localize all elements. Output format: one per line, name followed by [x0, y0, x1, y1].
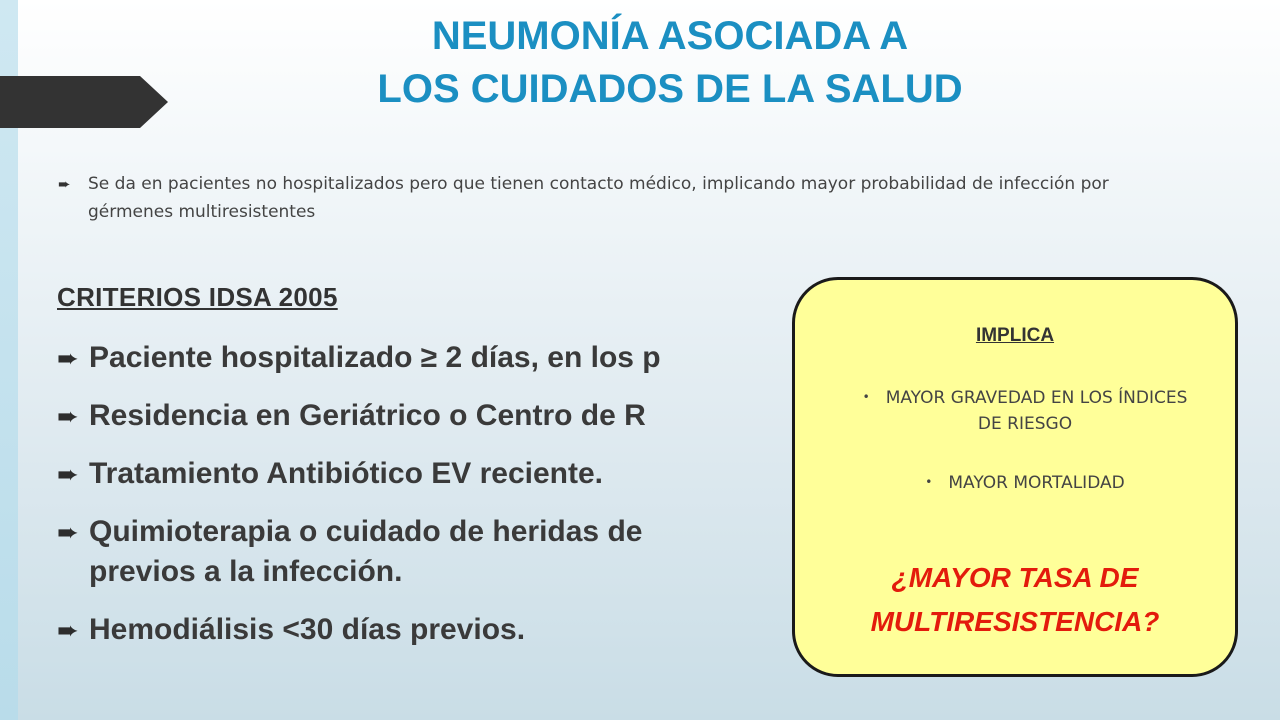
title-line-2: LOS CUIDADOS DE LA SALUD: [377, 67, 963, 111]
criteria-text-line-2: previos a la infección.: [89, 555, 403, 588]
arrow-bullet-icon: ➨: [57, 401, 79, 431]
bullet-dot-icon: •: [862, 390, 870, 404]
question-line-1: ¿MAYOR TASA DE: [891, 562, 1139, 593]
title-line-1: NEUMONÍA ASOCIADA A: [431, 14, 909, 58]
criteria-list: [57, 338, 857, 668]
question-line-2: MULTIRESISTENCIA?: [870, 606, 1160, 637]
bullet-dot-icon: •: [925, 475, 933, 489]
criteria-text: Tratamiento Antibiótico EV reciente.: [89, 457, 603, 490]
callout-item: [855, 384, 1195, 437]
slide-title: [0, 10, 1280, 116]
intro-text: Se da en pacientes no hospitalizados pero que tienen contacto médico, implicando mayor probabilidad de infección por gérmenes multiresistentes: [88, 174, 1109, 222]
criteria-item: [57, 512, 857, 592]
intro-paragraph: [58, 170, 1168, 226]
criteria-item: [57, 454, 857, 494]
callout-item: [855, 469, 1195, 496]
arrow-bullet-icon: ➨: [57, 343, 79, 373]
callout-question: [815, 556, 1215, 644]
criteria-item: [57, 338, 857, 378]
arrow-bullet-icon: ➨: [57, 517, 79, 547]
criteria-text: Residencia en Geriátrico o Centro de R: [89, 399, 646, 432]
implica-callout-box: [792, 277, 1238, 677]
arrow-bullet-icon: ➨: [57, 615, 79, 645]
criteria-text-line-1: Quimioterapia o cuidado de heridas de: [89, 515, 643, 548]
criteria-item: [57, 610, 857, 650]
callout-item-text: MAYOR GRAVEDAD EN LOS ÍNDICES DE RIESGO: [885, 388, 1188, 434]
callout-item-text: MAYOR MORTALIDAD: [948, 473, 1125, 493]
criteria-item: [57, 396, 857, 436]
arrow-bullet-icon: ➨: [57, 459, 79, 489]
arrow-bullet-icon: ➨: [58, 175, 71, 193]
callout-heading: IMPLICA: [975, 325, 1055, 346]
criteria-heading: CRITERIOS IDSA 2005: [57, 282, 338, 312]
criteria-text: Paciente hospitalizado ≥ 2 días, en los p: [89, 341, 661, 374]
criteria-text: Hemodiálisis <30 días previos.: [89, 613, 526, 646]
criteria-text: [89, 512, 857, 592]
